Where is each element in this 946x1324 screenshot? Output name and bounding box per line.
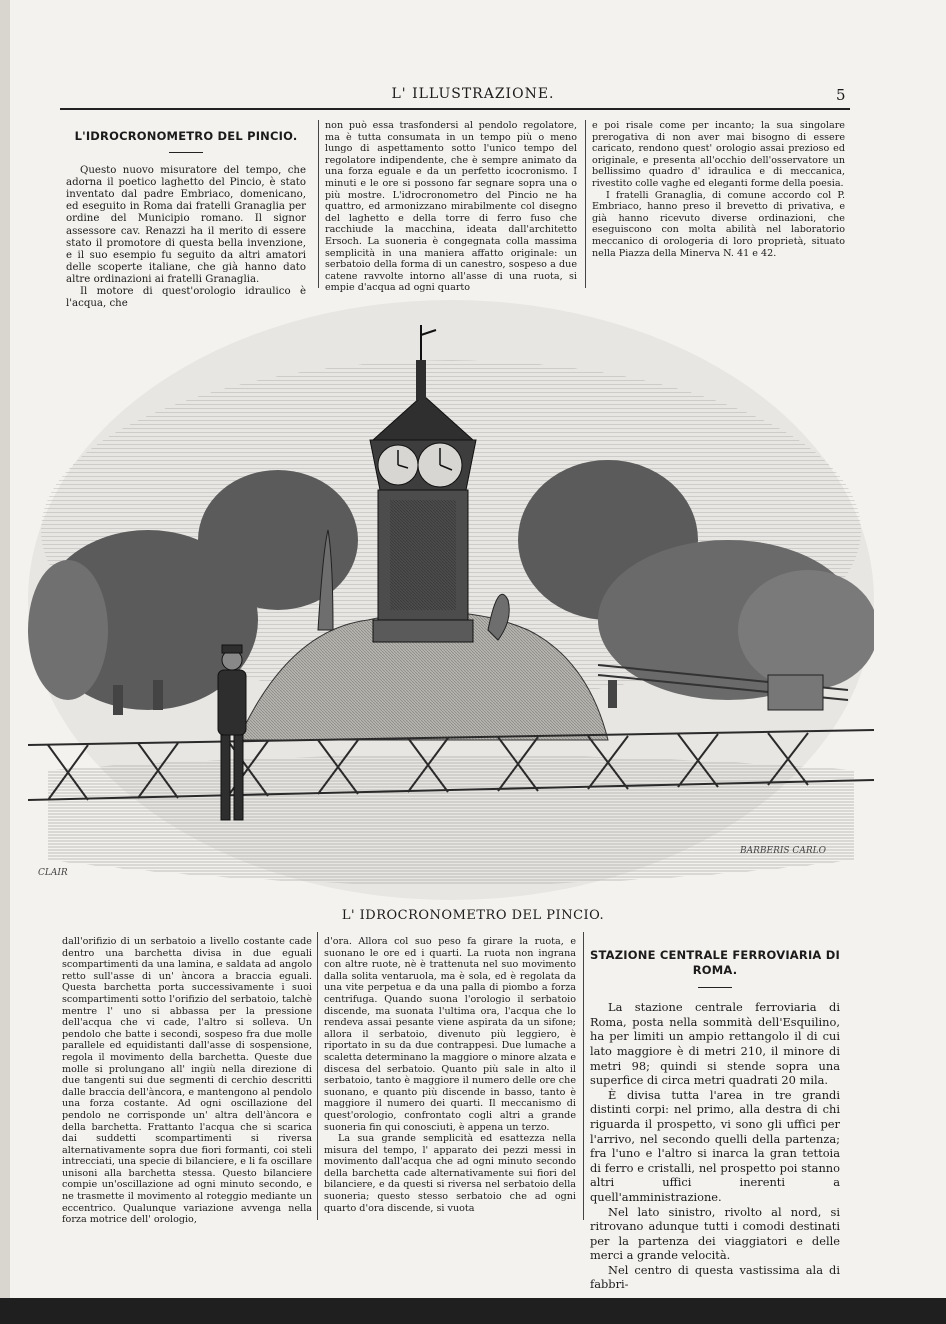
running-title: L' ILLUSTRAZIONE. xyxy=(391,86,555,102)
article1-paragraph: non può essa trasfondersi al pendolo regolatore, ma è tutta consumata in un tempo più o meno lungo di aspettamento sotto l'unico tempo del regolatore indipendente, che è sempre animato da una forza eguale e da un perfetto icocronismo. I minuti e le ore si possono far segnare sopra una o più mostre. L'idrocronometro del Pincio ne ha quattro, ed armonizzano mirabilmente col disegno del laghetto e della torre di ferro fuso che racchiude la macchina, ideata dall'architetto Ersoch. La suoneria è congegnata colla massima semplicità in una maniera affatto originale: un serbatoio della forma di un canestro, sospeso a due catene ravvolte intorno all'asse di una ruota, si empie d'acqua ad ogni quarto xyxy=(325,120,577,294)
shed xyxy=(768,675,823,710)
column-rule xyxy=(318,120,319,288)
article1-paragraph: I fratelli Granaglia, di comune accordo col P. Embriaco, hanno preso il brevetto di privativa, e già hanno ricevuto diverse ordinazioni, che eseguiscono con molta abilità nel laboratorio meccanico di orologeria di loro proprietà, situato nella Piazza della Minerva N. 41 e 42. xyxy=(592,189,845,259)
column-rule xyxy=(585,120,586,288)
article2-paragraph: Nel centro di questa vastissima ala di fabbri- xyxy=(590,1262,840,1292)
page-number: 5 xyxy=(836,86,846,104)
article1-column-5 xyxy=(324,936,576,1214)
engraving-illustration xyxy=(28,300,874,900)
article1-paragraph: e poi risale come per incanto; la sua singolare prerogativa di non aver mai bisogno di essere caricato, rendono quest' orologio assai prezioso ed originale, e presenta all'occhio dell'osservatore un bellissimo quadro d' idraulica e di meccanica, rivestito colle vaghe ed eleganti forme della poesia. xyxy=(592,120,845,189)
article2-paragraph: Nel lato sinistro, rivolto al nord, si ritrovano adunque tutti i comodi destinati per la partenza dei viaggiatori e delle merci a grande velocità. xyxy=(590,1204,840,1263)
article1-title: L'IDROCRONOMETRO DEL PINCIO. xyxy=(74,129,298,143)
article1-paragraph: Il motore di quest'orologio idraulico è l'acqua, che xyxy=(66,286,306,310)
title-rule xyxy=(698,987,732,988)
column-rule xyxy=(583,932,584,1220)
article1-paragraph: Questo nuovo misuratore del tempo, che adorna il poetico laghetto del Pincio, è stato inventato dal padre Embriaco, domenicano, ed eseguito in Roma dai fratelli Granaglia per ordine del Municipio romano. Il signor assessore cav. Renazzi ha il merito di essere stato il promotore di questa bella invenzione, e il suo esempio fu seguito da altri amatori delle scoperte italiane, che già hanno dato altre ordinazioni ai fratelli Granaglia. xyxy=(66,165,306,285)
article1-paragraph: dall'orifizio di un serbatoio a livello costante cade dentro una barchetta divisa in due eguali scompartimenti da una lamina, e saldata ad angolo retto sull'asse di un' àncora a braccia eguali. Questa barchetta porta successivamente i suoi scompartimenti sotto l'orifizio del serbatoio, talchè mentre l' uno si abbassa per la pressione dell'acqua che vi cade, l'altro si solleva. Un pendolo che batte i secondi, sospeso fra due molle parallele ed equidistanti dall'asse di sospensione, regola il movimento della barchetta. Queste due molle si prolungano all' ingiù nella direzione di due tangenti sui due segmenti di cerchio descritti dalle braccia dell'àncora, e mantengono al pendolo una forza costante. Ad ogni oscillazione del pendolo ne corrisponde un' altra dell'àncora e della barchetta. Frattanto l'acqua che si scarica dai suddetti scompartimenti si riversa alternativamente sopra due fiori formanti, coi steli intrecciati, una specie di bilanciere, e li fa oscillare unisoni alla barchetta stessa. Questo bilanciere compie un'oscillazione ad ogni minuto secondo, e ne trasmette il movimento al roteggio mediante un eccentrico. Qualunque variazione avvenga nella forza motrice dell' orologio, xyxy=(62,936,312,1226)
article1-paragraph: La sua grande semplicità ed esattezza nella misura del tempo, l' apparato dei pezzi messi in movimento dall'acqua che ad ogni minuto secondo della barchetta cade alternativamente sui fiori del bilanciere, e da questi si riversa nel serbatoio della suoneria; questo stesso serbatoio che ad ogni quarto d'ora discende, si vuota xyxy=(324,1133,576,1214)
article2-paragraph: È divisa tutta l'area in tre grandi distinti corpi: nel primo, alla destra di chi riguarda il prospetto, vi sono gli uffici per l'arrivo, nel secondo quelli della partenza; fra l'uno e l'altro si inarca la gran tettoia di ferro e cristalli, nel prospetto poi stanno altri uffici inerenti a quell'amministrazione. xyxy=(590,1087,840,1204)
article2-paragraph: La stazione centrale ferroviaria di Roma, posta nella sommità dell'Esquilino, ha per limiti un ampio rettangolo il di cui lato maggiore è di metri 210, il minore di metri 98; quindi si stende sopra una superfice di circa metri quadrati 20 mila. xyxy=(590,1000,840,1088)
article2-title: STAZIONE CENTRALE FERROVIARIA DI ROMA. xyxy=(590,948,840,977)
article2-column xyxy=(590,948,840,1292)
engraver-signature-left: CLAIR xyxy=(38,868,68,878)
article1-column-3 xyxy=(592,120,845,259)
article1-paragraph: d'ora. Allora col suo peso fa girare la ruota, e suonano le ore ed i quarti. La ruota non ingrana con altre ruote, nè è trattenuta nel suo movimento dalla solita ventaruola, ma è sola, ed è regolata da una vite perpetua e da una palla di piombo a forza centrifuga. Quando suona l'orologio il serbatoio discende, ma suonata l'ultima ora, l'acqua che lo rendeva assai pesante viene aspirata da un sifone; allora il serbatoio, divenuto più leggiero, è riportato in su da due contrappesi. Due lumache a scaletta determinano la maggiore o minore alzata e discesa del serbatoio. Quanto più sale in alto il serbatoio, tanto è maggiore il numero delle ore che suonano, e quanto più discende in basso, tanto è maggiore il numero dei quarti. Il meccanismo di quest'orologio, confrontato cogli altri a grande suoneria fin qui conosciuti, è appena un terzo. xyxy=(324,936,576,1133)
article1-column-1 xyxy=(66,130,306,310)
page-bottom-border xyxy=(0,1298,946,1324)
engraver-signature-right: BARBERIS CARLO xyxy=(740,846,826,856)
article1-column-2 xyxy=(325,120,577,294)
column-rule xyxy=(317,932,318,1220)
ground xyxy=(48,755,854,885)
title-rule xyxy=(169,152,203,153)
header-rule xyxy=(60,108,850,110)
article1-column-4 xyxy=(62,936,312,1226)
illustration-caption: L' IDROCRONOMETRO DEL PINCIO. xyxy=(341,908,605,923)
page-edge-shadow xyxy=(0,0,10,1324)
